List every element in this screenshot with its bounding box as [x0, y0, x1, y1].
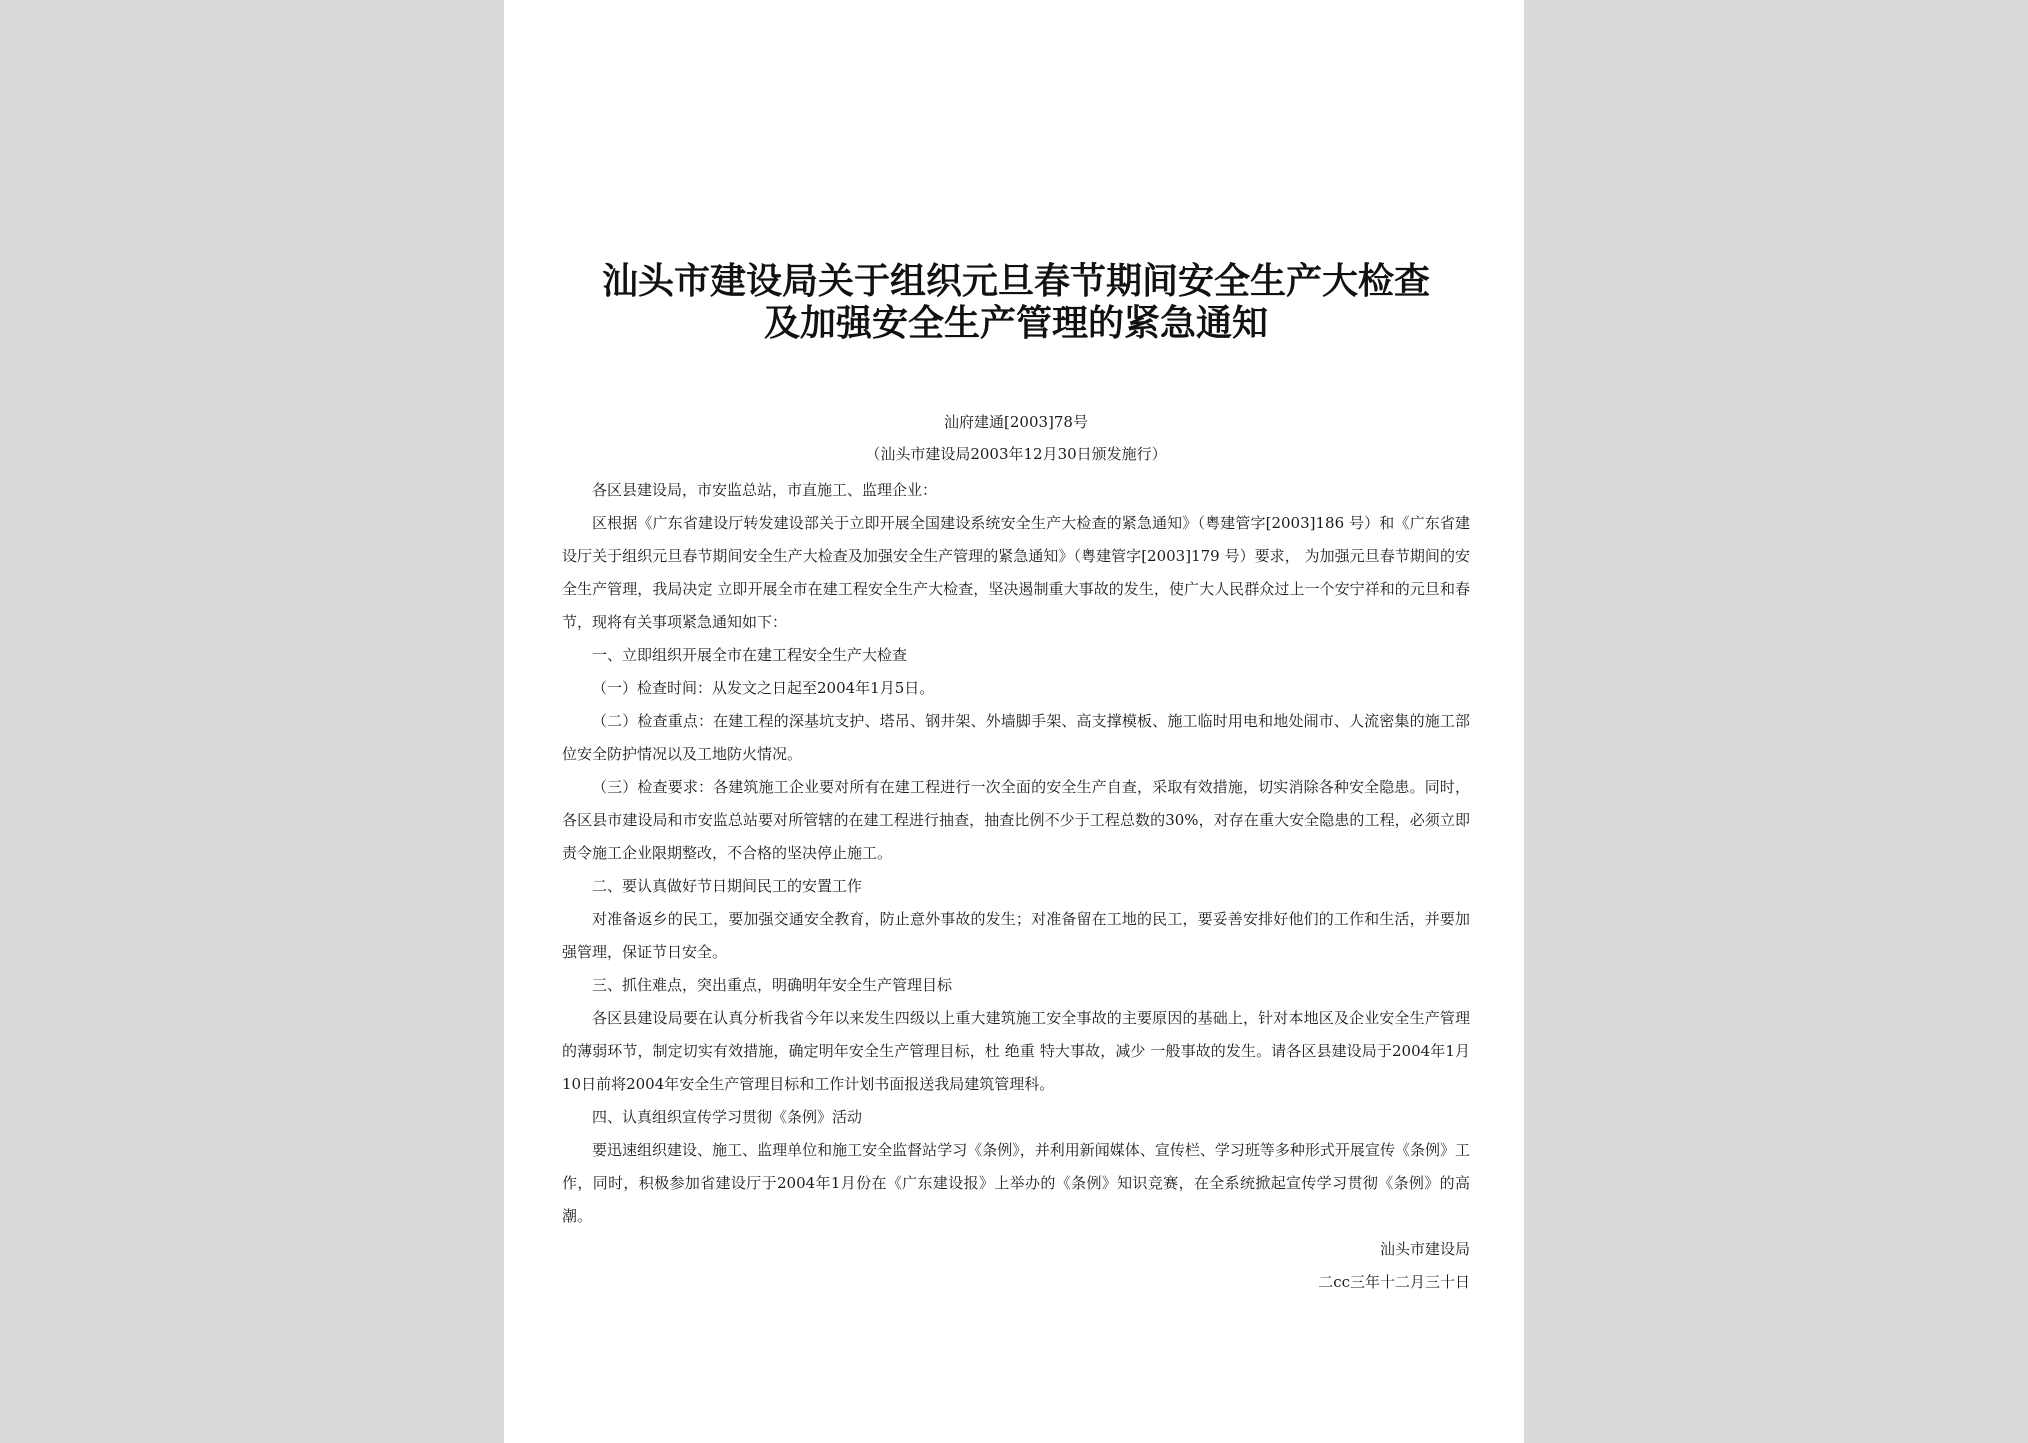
document-number: 汕府建通[2003]78号 [944, 413, 1088, 431]
paragraph-check-requirements: （三）检查要求：各建筑施工企业要对所有在建工程进行一次全面的安全生产自查，采取有效措施，切实消除各种安全隐患。同时，各区县市建设局和市安监总站要对所管辖的在建工程进行抽查，抽查比例不少于工程总数的30%，对存在重大安全隐患的工程，必须立即责令施工企业限期整改，不合格的坚决停止施工。 [562, 778, 1470, 862]
section-heading-4: 四、认真组织宣传学习贯彻《条例》活动 [592, 1108, 863, 1126]
document-content [562, 260, 1470, 1299]
document-body [562, 474, 1470, 1233]
section-heading-2: 二、要认真做好节日期间民工的安置工作 [592, 877, 863, 895]
paragraph-targets: 各区县建设局要在认真分析我省今年以来发生四级以上重大建筑施工安全事故的主要原因的基础上，针对本地区及企业安全生产管理的薄弱环节，制定切实有效措施，确定明年安全生产管理目标，杜 绝重 特大事故，减少 一般事故的发生。请各区县建设局于2004年1月10日前将2004年安全生产管理目标和工作计划书面报送我局建筑管理科。 [562, 1009, 1470, 1093]
title-line-2: 及加强安全生产管理的紧急通知 [763, 302, 1268, 344]
paragraph-workers: 对准备返乡的民工，要加强交通安全教育，防止意外事故的发生；对准备留在工地的民工，要妥善安排好他们的工作和生活，并要加强管理，保证节日安全。 [562, 910, 1470, 961]
document-page [504, 0, 1524, 1443]
signature-date: 二cc三年十二月三十日 [1318, 1273, 1470, 1291]
section-heading-1: 一、立即组织开展全市在建工程安全生产大检查 [592, 646, 908, 664]
paragraph-check-time: （一）检查时间：从发文之日起至2004年1月5日。 [592, 679, 935, 697]
issue-note: （汕头市建设局2003年12月30日颁发施行） [865, 445, 1167, 463]
addressee: 各区县建设局，市安监总站，市直施工、监理企业： [592, 481, 938, 499]
section-heading-3: 三、抓住难点，突出重点，明确明年安全生产管理目标 [592, 976, 953, 994]
title-line-1: 汕头市建设局关于组织元旦春节期间安全生产大检查 [601, 260, 1430, 302]
paragraph-intro: 区根据《广东省建设厅转发建设部关于立即开展全国建设系统安全生产大检查的紧急通知》（粤建管字[2003]186 号）和《广东省建设厅关于组织元旦春节期间安全生产大检查及加强安全生产管理的紧急通知》（粤建管字[2003]179 号）要求， 为加强元旦春节期间的安全生产管理，我局决定 立即开展全市在建工程安全生产大检查，坚决遏制重大事故的发生，使广大人民群众过上一个安宁祥和的元旦和春节，现将有关事项紧急通知如下： [562, 514, 1470, 631]
paragraph-regulations: 要迅速组织建设、施工、监理单位和施工安全监督站学习《条例》，并利用新闻媒体、宣传栏、学习班等多种形式开展宣传《条例》工作，同时，积极参加省建设厅于2004年1月份在《广东建设报》上举办的《条例》知识竞赛，在全系统掀起宣传学习贯彻《条例》的高潮。 [562, 1141, 1470, 1225]
document-title [562, 260, 1470, 344]
signature-org: 汕头市建设局 [1379, 1240, 1470, 1258]
paragraph-check-focus: （二）检查重点：在建工程的深基坑支护、塔吊、钢井架、外墙脚手架、高支撑模板、施工临时用电和地处闹市、人流密集的施工部位安全防护情况以及工地防火情况。 [562, 712, 1470, 763]
